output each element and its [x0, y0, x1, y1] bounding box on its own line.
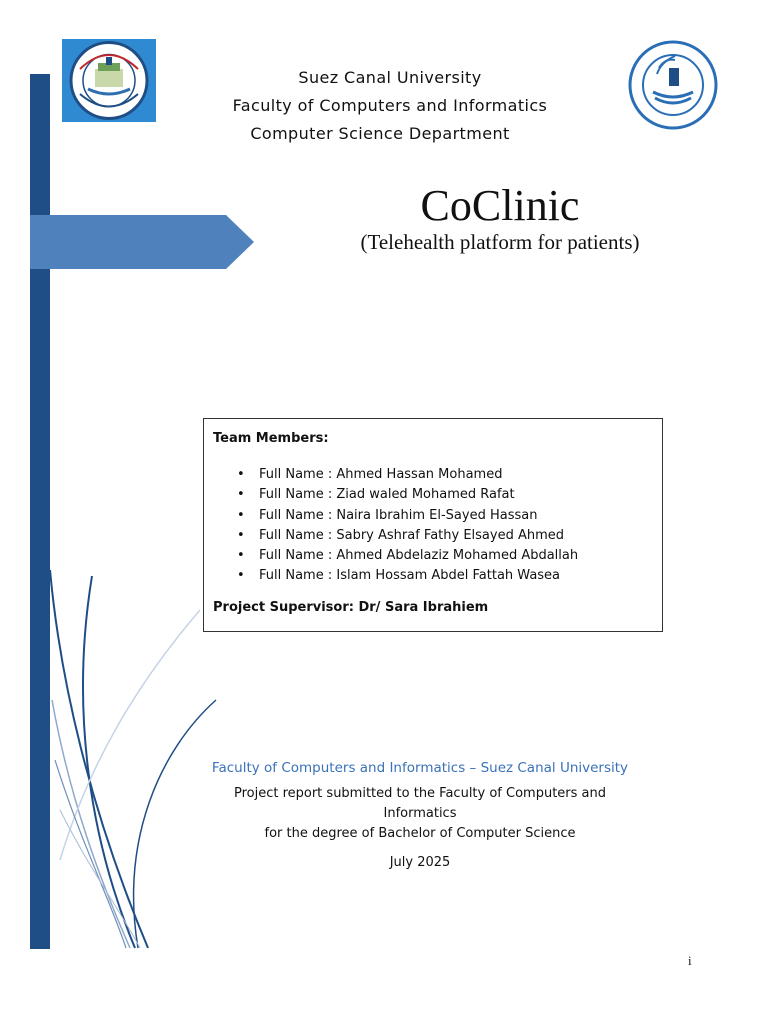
page-number: i [688, 953, 692, 968]
decorative-curves [30, 560, 230, 950]
member-name: Full Name : Islam Hossam Abdel Fattah Wasea [259, 568, 561, 584]
report-statement-line-3: for the degree of Bachelor of Computer Science [264, 826, 576, 841]
arrow-banner [30, 215, 254, 269]
report-date: July 2025 [389, 855, 451, 870]
member-name: Full Name : Ahmed Hassan Mohamed [259, 467, 503, 482]
footer-faculty-line: Faculty of Computers and Informatics – Suez Canal University [211, 760, 629, 776]
report-statement-line-2: Informatics [383, 806, 457, 821]
list-item [204, 526, 578, 546]
bullet-icon: • [237, 507, 245, 523]
report-statement-line-1: Project report submitted to the Faculty of Computers and [233, 786, 607, 801]
bullet-icon: • [237, 568, 245, 584]
faculty-seal [625, 40, 721, 130]
project-title: CoClinic [420, 181, 580, 230]
bullet-icon: • [237, 467, 245, 482]
member-name: Full Name : Ahmed Abdelaziz Mohamed Abdallah [259, 548, 579, 564]
member-name: Full Name : Ziad waled Mohamed Rafat [259, 487, 515, 503]
university-name: Suez Canal University [298, 68, 482, 87]
list-item [204, 546, 578, 566]
bullet-icon: • [237, 487, 245, 503]
list-item [204, 485, 578, 505]
team-members-box [203, 418, 663, 632]
bullet-icon: • [237, 527, 245, 543]
member-name: Full Name : Sabry Ashraf Fathy Elsayed Ahmed [259, 527, 565, 543]
team-heading: Team Members: [213, 431, 329, 446]
department-name: Computer Science Department [250, 124, 510, 143]
project-supervisor: Project Supervisor: Dr/ Sara Ibrahiem [213, 600, 489, 615]
list-item [204, 465, 578, 485]
bullet-icon: • [237, 548, 245, 564]
team-member-list [204, 465, 578, 587]
list-item [204, 506, 578, 526]
faculty-name: Faculty of Computers and Informatics [232, 96, 548, 115]
list-item [204, 566, 578, 586]
university-logo [62, 39, 156, 122]
member-name: Full Name : Naira Ibrahim El-Sayed Hassan [259, 507, 538, 523]
project-subtitle: (Telehealth platform for patients) [360, 230, 640, 254]
